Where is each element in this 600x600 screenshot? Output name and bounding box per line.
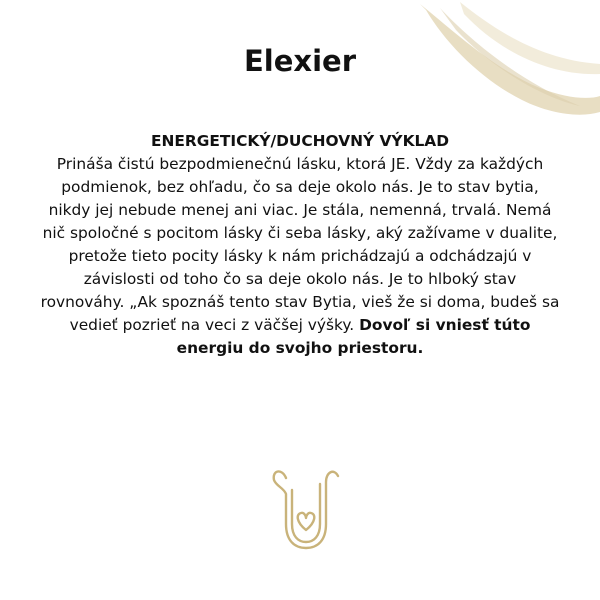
heart-symbol-icon [270, 462, 342, 554]
article-heading: ENERGETICKÝ/DUCHOVNÝ VÝKLAD [150, 132, 449, 150]
brand-title: Elexier [243, 44, 357, 78]
article-emphasis: Dovoľ si vniesť túto energiu do svojho priestoru. [176, 316, 531, 357]
article-body: Prináša čistú bezpodmienečnú lásku, ktorá JE. Vždy za každých podmienok, bez ohľadu, čo sa deje okolo nás. Je to stav bytia, nikdy jej nebude menej ani viac. Je stála, nemenná, trvalá. Nemá nič spoločné s pocitom lásky či seba lásky, aký zažívame v dualite, pretože tieto pocity lásky k nám prichádzajú a odchádzajú v závislosti od toho čo sa deje okolo nás. Je to hlboký stav rovnováhy. „Ak spoznáš tento stav Bytia, vieš že si doma, budeš sa vedieť pozrieť na veci z väčšej výšky. [40, 155, 560, 334]
article-text [40, 130, 560, 360]
